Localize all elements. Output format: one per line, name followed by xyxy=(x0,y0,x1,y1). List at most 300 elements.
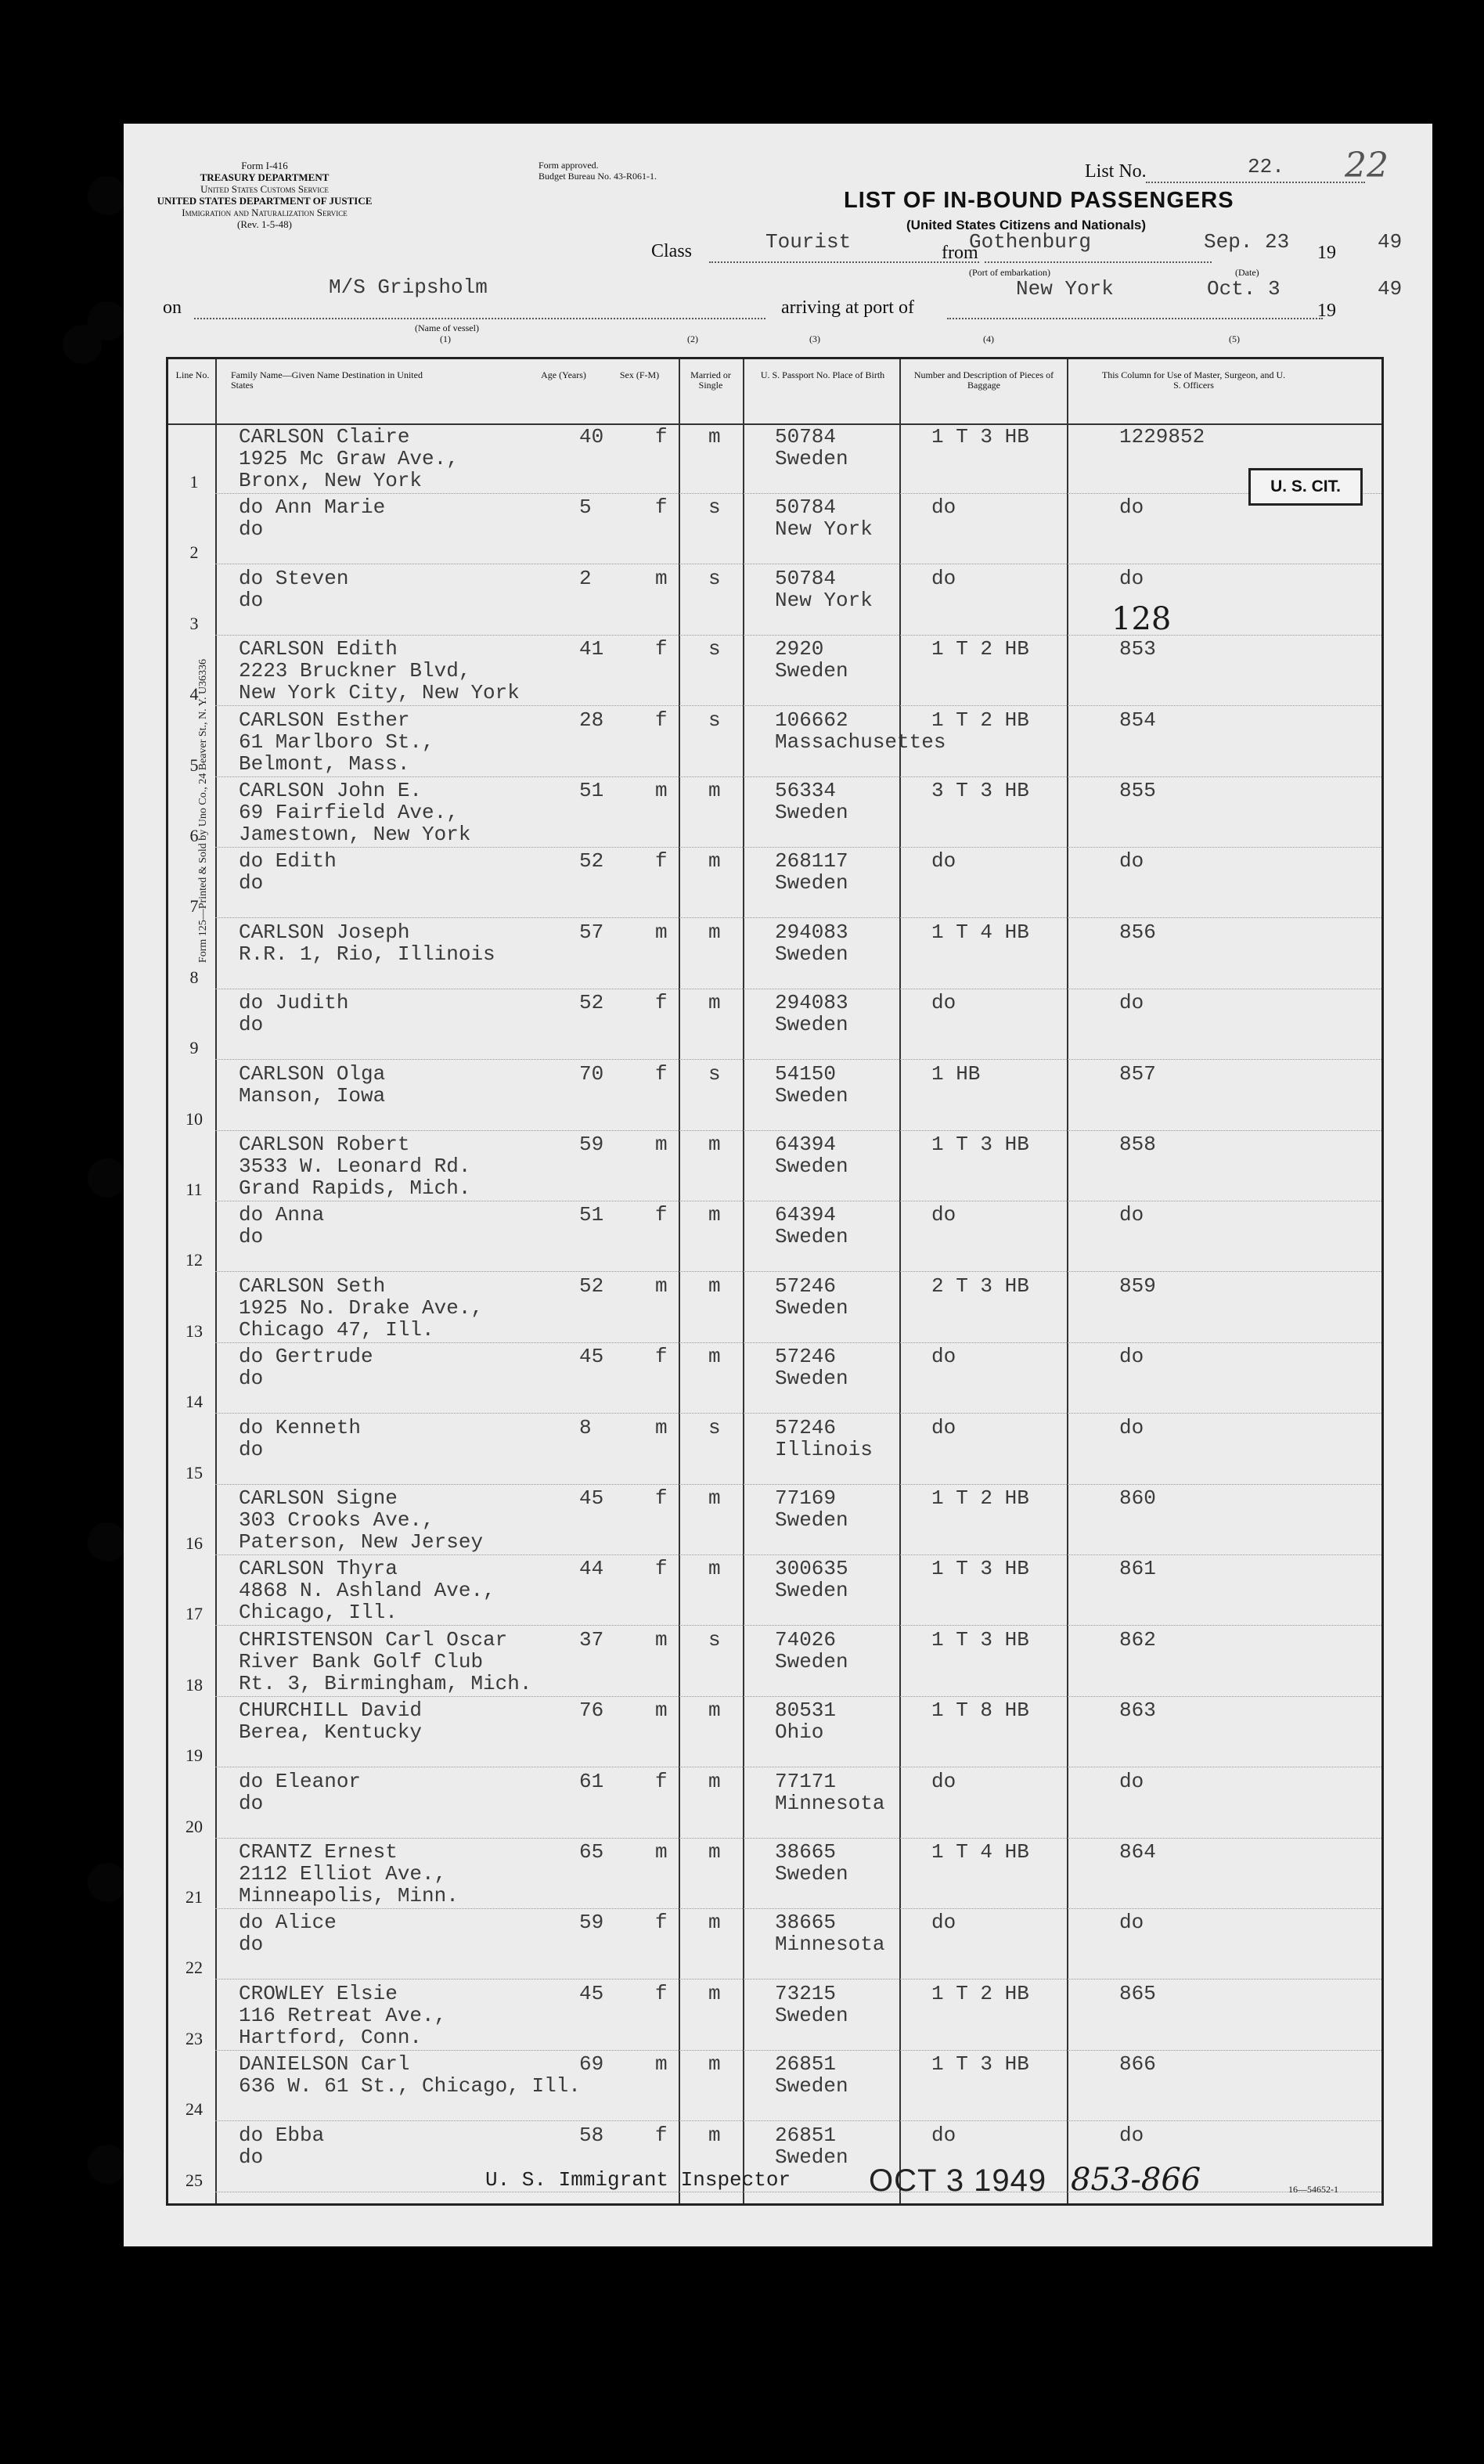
destination-line-1: 1925 No. Drake Ave., xyxy=(239,1295,484,1320)
passenger-name: CARLSON Joseph xyxy=(239,920,410,944)
married-value: m xyxy=(708,920,721,944)
arrival-port: New York xyxy=(1016,277,1114,301)
table-row xyxy=(168,989,1381,1060)
baggage-value: do xyxy=(931,849,956,874)
line-number: 1 xyxy=(189,472,199,492)
place-of-birth: Illinois xyxy=(775,1437,873,1461)
passenger-name: CARLSON John E. xyxy=(239,779,423,802)
destination-line-1: 116 Retreat Ave., xyxy=(239,2003,447,2027)
justice-dept: UNITED STATES DEPARTMENT OF JUSTICE xyxy=(157,195,373,207)
officer-number: 865 xyxy=(1119,1981,1156,2005)
destination-line-1: do xyxy=(239,871,264,895)
place-of-birth: New York xyxy=(775,588,873,612)
destination-line-1: 303 Crooks Ave., xyxy=(239,1508,434,1532)
passport-number: 2920 xyxy=(775,637,824,661)
sex-value: f xyxy=(655,2123,668,2147)
from-line xyxy=(985,261,1212,263)
page-subtitle: (United States Citizens and Nationals) xyxy=(906,218,1147,232)
passenger-name: CARLSON Seth xyxy=(239,1273,386,1298)
line-number: 15 xyxy=(186,1462,203,1482)
depart-year: 49 xyxy=(1378,230,1403,254)
passenger-name: CARLSON Olga xyxy=(239,1061,386,1086)
officer-number: 862 xyxy=(1119,1627,1156,1652)
officer-number: do xyxy=(1119,849,1144,874)
punch-hole xyxy=(88,1158,127,1198)
passenger-name: do Steven xyxy=(239,566,349,590)
officer-number: 854 xyxy=(1119,708,1156,732)
line-number: 12 xyxy=(186,1250,203,1270)
col-num-3: (3) xyxy=(809,333,820,344)
col-header-age: Age (Years) xyxy=(541,369,586,380)
officer-number: 855 xyxy=(1119,779,1156,802)
sex-value: f xyxy=(655,1203,668,1227)
treasury-dept: TREASURY DEPARTMENT xyxy=(200,171,330,183)
line-number: 8 xyxy=(189,967,199,987)
married-value: s xyxy=(708,637,721,661)
age-value: 70 xyxy=(579,1061,604,1086)
col-num-1: (1) xyxy=(440,333,451,344)
passenger-table xyxy=(166,357,1384,2206)
passport-number: 74026 xyxy=(775,1627,837,1652)
place-of-birth: Sweden xyxy=(775,871,848,895)
destination-line-1: 69 Fairfield Ave., xyxy=(239,801,459,824)
col-num-4: (4) xyxy=(983,333,994,344)
baggage-value: do xyxy=(931,566,956,590)
baggage-value: do xyxy=(931,1345,956,1369)
married-value: m xyxy=(708,425,721,448)
age-value: 65 xyxy=(579,1840,604,1864)
passport-number: 26851 xyxy=(775,2052,837,2077)
passenger-name: CARLSON Signe xyxy=(239,1486,398,1510)
table-row xyxy=(168,1485,1381,1555)
baggage-value: 1 T 2 HB xyxy=(931,637,1029,661)
place-of-birth: Sweden xyxy=(775,801,848,824)
place-of-birth: Minnesota xyxy=(775,1791,885,1815)
line-number: 6 xyxy=(189,826,199,845)
on-label: on xyxy=(163,297,182,318)
date-caption: (Date) xyxy=(1235,267,1259,278)
col-num-2: (2) xyxy=(687,333,698,344)
sex-value: m xyxy=(655,1415,668,1439)
class-line xyxy=(709,261,979,263)
married-value: m xyxy=(708,1769,721,1793)
officer-number: 1229852 xyxy=(1119,425,1205,448)
age-value: 59 xyxy=(579,1911,604,1935)
married-value: m xyxy=(708,1345,721,1369)
depart-date: Sep. 23 xyxy=(1204,230,1290,254)
passenger-name: do Alice xyxy=(239,1911,337,1935)
baggage-value: 1 T 3 HB xyxy=(931,2052,1029,2077)
destination-line-2: Hartford, Conn. xyxy=(239,2025,423,2049)
officer-number: do xyxy=(1119,1415,1144,1439)
destination-line-1: 636 W. 61 St., Chicago, Ill. xyxy=(239,2074,581,2098)
officer-number: do xyxy=(1119,566,1144,590)
officer-number: do xyxy=(1119,495,1144,520)
passenger-name: do Eleanor xyxy=(239,1769,362,1793)
passport-number: 57246 xyxy=(775,1345,837,1369)
baggage-value: 1 T 3 HB xyxy=(931,425,1029,448)
place-of-birth: Sweden xyxy=(775,1649,848,1673)
sex-value: m xyxy=(655,779,668,802)
place-of-birth: Sweden xyxy=(775,1295,848,1320)
baggage-value: 3 T 3 HB xyxy=(931,779,1029,802)
place-of-birth: Sweden xyxy=(775,942,848,966)
line-number: 4 xyxy=(189,684,199,704)
passenger-name: CROWLEY Elsie xyxy=(239,1981,398,2005)
passenger-name: CARLSON Esther xyxy=(239,708,410,732)
sex-value: f xyxy=(655,991,668,1015)
list-no-value: 22. xyxy=(1248,155,1284,178)
officer-number: do xyxy=(1119,2123,1144,2147)
passenger-name: CHRISTENSON Carl Oscar xyxy=(239,1627,508,1652)
destination-line-2: Minneapolis, Minn. xyxy=(239,1884,459,1907)
place-of-birth: Sweden xyxy=(775,1367,848,1391)
destination-line-2: New York City, New York xyxy=(239,681,520,705)
line-number: 11 xyxy=(186,1180,203,1199)
passenger-name: do Ann Marie xyxy=(239,495,386,520)
age-value: 40 xyxy=(579,425,604,448)
destination-line-1: Manson, Iowa xyxy=(239,1083,386,1108)
passport-number: 64394 xyxy=(775,1203,837,1227)
passport-number: 57246 xyxy=(775,1273,837,1298)
passport-number: 73215 xyxy=(775,1981,837,2005)
officer-number: 863 xyxy=(1119,1699,1156,1723)
sex-value: f xyxy=(655,1486,668,1510)
line-number: 2 xyxy=(189,542,199,563)
passport-number: 294083 xyxy=(775,920,848,944)
baggage-value: 1 T 2 HB xyxy=(931,1981,1029,2005)
destination-line-1: do xyxy=(239,1013,264,1037)
destination-line-2: Chicago, Ill. xyxy=(239,1601,398,1625)
age-value: 2 xyxy=(579,566,592,590)
officer-number: 864 xyxy=(1119,1840,1156,1864)
married-value: m xyxy=(708,1133,721,1156)
from-label: from xyxy=(942,243,978,263)
table-row xyxy=(168,1131,1381,1201)
officer-number: do xyxy=(1119,991,1144,1015)
table-row xyxy=(168,1201,1381,1272)
destination-line-1: 1925 Mc Graw Ave., xyxy=(239,447,459,470)
officer-number: do xyxy=(1119,1345,1144,1369)
passenger-name: CRANTZ Ernest xyxy=(239,1840,398,1864)
arrival-date: Oct. 3 xyxy=(1207,277,1280,301)
baggage-value: do xyxy=(931,495,956,520)
from-value: Gothenburg xyxy=(969,230,1092,254)
sex-value: m xyxy=(655,1133,668,1156)
age-value: 52 xyxy=(579,991,604,1015)
passport-number: 80531 xyxy=(775,1699,837,1723)
passport-number: 56334 xyxy=(775,779,837,802)
table-row xyxy=(168,1061,1381,1131)
destination-line-1: do xyxy=(239,588,264,612)
married-value: m xyxy=(708,1203,721,1227)
vessel-name: M/S Gripsholm xyxy=(329,276,488,299)
table-row xyxy=(168,1839,1381,1909)
handwritten-128: 128 xyxy=(1111,601,1172,637)
married-value: s xyxy=(708,708,721,732)
manifest-page xyxy=(124,124,1432,2246)
baggage-value: do xyxy=(931,1911,956,1935)
form-header-left xyxy=(155,160,374,230)
sex-value: m xyxy=(655,2052,668,2077)
baggage-value: do xyxy=(931,1203,956,1227)
sex-value: m xyxy=(655,566,668,590)
line-number: 16 xyxy=(186,1533,203,1553)
passenger-name: CHURCHILL David xyxy=(239,1699,423,1723)
line-number: 21 xyxy=(186,1887,203,1907)
place-of-birth: Sweden xyxy=(775,659,848,683)
age-value: 45 xyxy=(579,1981,604,2005)
age-value: 52 xyxy=(579,1273,604,1298)
sex-value: m xyxy=(655,1840,668,1864)
line-number: 19 xyxy=(186,1745,203,1766)
vessel-line xyxy=(194,318,765,319)
place-of-birth: Sweden xyxy=(775,2003,848,2027)
passenger-name: do Judith xyxy=(239,991,349,1015)
passport-number: 268117 xyxy=(775,849,848,874)
class-label: Class xyxy=(651,241,693,261)
sex-value: f xyxy=(655,1345,668,1369)
punch-hole xyxy=(88,1863,127,1902)
age-value: 76 xyxy=(579,1699,604,1723)
table-row xyxy=(168,848,1381,918)
passport-number: 38665 xyxy=(775,1911,837,1935)
table-row xyxy=(168,636,1381,706)
passenger-name: do Edith xyxy=(239,849,337,874)
table-row xyxy=(168,2051,1381,2121)
destination-line-2: Chicago 47, Ill. xyxy=(239,1317,434,1342)
table-row xyxy=(168,565,1381,636)
sex-value: f xyxy=(655,1769,668,1793)
married-value: m xyxy=(708,1911,721,1935)
passport-number: 50784 xyxy=(775,495,837,520)
line-number: 24 xyxy=(186,2099,203,2120)
baggage-value: 1 T 4 HB xyxy=(931,1840,1029,1864)
officer-number: 859 xyxy=(1119,1273,1156,1298)
destination-line-2: Grand Rapids, Mich. xyxy=(239,1176,471,1200)
line-number: 3 xyxy=(189,613,199,633)
sex-value: m xyxy=(655,1273,668,1298)
table-row xyxy=(168,919,1381,989)
place-of-birth: Sweden xyxy=(775,1083,848,1108)
col-header-officers: This Column for Use of Master, Surgeon, and U. S. Officers xyxy=(1101,369,1286,391)
place-of-birth: Sweden xyxy=(775,1579,848,1603)
baggage-value: do xyxy=(931,1769,956,1793)
arrival-year-prefix: 19 xyxy=(1317,301,1336,321)
line-number: 10 xyxy=(186,1108,203,1129)
col-header-name: Family Name—Given Name Destination in United States xyxy=(231,369,423,391)
sex-value: m xyxy=(655,1627,668,1652)
baggage-value: do xyxy=(931,2123,956,2147)
table-row xyxy=(168,1273,1381,1343)
destination-line-1: do xyxy=(239,2145,264,2169)
form-code: 16—54652-1 xyxy=(1288,2184,1338,2195)
line-number: 23 xyxy=(186,2028,203,2048)
col-header-baggage: Number and Description of Pieces of Baggage xyxy=(913,369,1054,391)
age-value: 45 xyxy=(579,1345,604,1369)
place-of-birth: Sweden xyxy=(775,1862,848,1886)
punch-hole xyxy=(88,2145,127,2184)
sex-value: f xyxy=(655,1557,668,1581)
baggage-value: 1 T 8 HB xyxy=(931,1699,1029,1723)
age-value: 44 xyxy=(579,1557,604,1581)
destination-line-1: do xyxy=(239,1933,264,1957)
arriving-label: arriving at port of xyxy=(781,297,914,318)
age-value: 57 xyxy=(579,920,604,944)
place-of-birth: Sweden xyxy=(775,1013,848,1037)
inspector-line: U. S. Immigrant Inspector xyxy=(485,2168,791,2192)
table-row xyxy=(168,707,1381,777)
destination-line-1: River Bank Golf Club xyxy=(239,1649,484,1673)
married-value: s xyxy=(708,566,721,590)
line-number: 13 xyxy=(186,1320,203,1341)
destination-line-1: do xyxy=(239,517,264,542)
place-of-birth: Sweden xyxy=(775,2145,848,2169)
place-of-birth: Sweden xyxy=(775,1508,848,1532)
passport-number: 77171 xyxy=(775,1769,837,1793)
age-value: 8 xyxy=(579,1415,592,1439)
table-row xyxy=(168,423,1381,494)
table-row xyxy=(168,1555,1381,1626)
place-of-birth: New York xyxy=(775,517,873,542)
place-of-birth: Massachusettes xyxy=(775,729,946,754)
passenger-name: DANIELSON Carl xyxy=(239,2052,410,2077)
destination-line-1: Berea, Kentucky xyxy=(239,1720,423,1745)
col-header-married: Married or Single xyxy=(690,369,731,391)
table-row xyxy=(168,1414,1381,1485)
baggage-value: 2 T 3 HB xyxy=(931,1273,1029,1298)
line-number: 7 xyxy=(189,896,199,917)
destination-line-1: 3533 W. Leonard Rd. xyxy=(239,1155,471,1178)
sex-value: f xyxy=(655,637,668,661)
place-of-birth: Sweden xyxy=(775,1225,848,1249)
officer-number: do xyxy=(1119,1911,1144,1935)
sex-value: f xyxy=(655,708,668,732)
table-row xyxy=(168,494,1381,564)
married-value: m xyxy=(708,1699,721,1723)
punch-hole xyxy=(88,1522,127,1562)
sex-value: f xyxy=(655,1061,668,1086)
destination-line-1: 61 Marlboro St., xyxy=(239,729,434,754)
sex-value: m xyxy=(655,1699,668,1723)
port-caption: (Port of embarkation) xyxy=(969,267,1050,278)
line-number: 17 xyxy=(186,1604,203,1624)
married-value: s xyxy=(708,1627,721,1652)
table-row xyxy=(168,1697,1381,1767)
col-num-5: (5) xyxy=(1229,333,1240,344)
age-value: 58 xyxy=(579,2123,604,2147)
form-approved xyxy=(538,160,657,182)
baggage-value: 1 T 3 HB xyxy=(931,1557,1029,1581)
date-stamp: OCT 3 1949 xyxy=(869,2163,1047,2198)
passport-number: 54150 xyxy=(775,1061,837,1086)
married-value: m xyxy=(708,2052,721,2077)
place-of-birth: Sweden xyxy=(775,2074,848,2098)
line-number: 14 xyxy=(186,1392,203,1412)
passenger-name: CARLSON Thyra xyxy=(239,1557,398,1581)
baggage-value: do xyxy=(931,991,956,1015)
married-value: m xyxy=(708,1486,721,1510)
baggage-value: do xyxy=(931,1415,956,1439)
married-value: s xyxy=(708,1415,721,1439)
married-value: m xyxy=(708,1840,721,1864)
age-value: 69 xyxy=(579,2052,604,2077)
table-row xyxy=(168,1909,1381,1979)
place-of-birth: Minnesota xyxy=(775,1933,885,1957)
budget-text: Budget Bureau No. 43-R061-1. xyxy=(538,171,657,182)
col-header-passport: U. S. Passport No. Place of Birth xyxy=(760,369,885,380)
line-number: 25 xyxy=(186,2170,203,2190)
baggage-value: 1 T 2 HB xyxy=(931,708,1029,732)
handwritten-range: 853-866 xyxy=(1071,2162,1201,2198)
baggage-value: 1 T 4 HB xyxy=(931,920,1029,944)
sex-value: f xyxy=(655,1981,668,2005)
baggage-value: 1 T 3 HB xyxy=(931,1627,1029,1652)
list-no-line xyxy=(1146,182,1365,183)
baggage-value: 1 T 3 HB xyxy=(931,1133,1029,1156)
passport-number: 64394 xyxy=(775,1133,837,1156)
table-row xyxy=(168,1343,1381,1414)
destination-line-2: Paterson, New Jersey xyxy=(239,1530,484,1554)
destination-line-2: Jamestown, New York xyxy=(239,823,471,846)
baggage-value: 1 HB xyxy=(931,1061,981,1086)
officer-number: 857 xyxy=(1119,1061,1156,1086)
table-header xyxy=(168,359,1381,425)
destination-line-2: Belmont, Mass. xyxy=(239,751,410,776)
married-value: m xyxy=(708,849,721,874)
passenger-name: CARLSON Edith xyxy=(239,637,398,661)
sex-value: m xyxy=(655,920,668,944)
age-value: 61 xyxy=(579,1769,604,1793)
passport-number: 300635 xyxy=(775,1557,848,1581)
line-number: 18 xyxy=(186,1674,203,1695)
depart-year-prefix: 19 xyxy=(1317,243,1336,263)
ins-service: Immigration and Naturalization Service xyxy=(182,207,348,218)
passport-number: 50784 xyxy=(775,425,837,448)
line-number: 9 xyxy=(189,1038,199,1058)
us-citizen-stamp: U. S. CIT. xyxy=(1248,468,1363,506)
table-row xyxy=(168,1980,1381,2051)
punch-hole xyxy=(88,176,127,215)
sex-value: f xyxy=(655,1911,668,1935)
passenger-name: CARLSON Claire xyxy=(239,425,410,448)
passport-number: 26851 xyxy=(775,2123,837,2147)
punch-hole xyxy=(63,325,102,364)
officer-number: do xyxy=(1119,1203,1144,1227)
printer-credit: Form 125—Printed & Sold by Uno Co., 24 Beaver St., N. Y. U36336 xyxy=(197,658,210,964)
baggage-value: 1 T 2 HB xyxy=(931,1486,1029,1510)
place-of-birth: Sweden xyxy=(775,447,848,470)
married-value: m xyxy=(708,779,721,802)
married-value: m xyxy=(708,1273,721,1298)
passenger-name: do Gertrude xyxy=(239,1345,373,1369)
passenger-name: do Ebba xyxy=(239,2123,325,2147)
passport-number: 38665 xyxy=(775,1840,837,1864)
line-number: 20 xyxy=(186,1816,203,1836)
married-value: m xyxy=(708,1557,721,1581)
officer-number: 860 xyxy=(1119,1486,1156,1510)
table-row xyxy=(168,1768,1381,1839)
destination-line-2: Rt. 3, Birmingham, Mich. xyxy=(239,1671,532,1695)
line-number: 22 xyxy=(186,1958,203,1978)
page-title: LIST OF IN-BOUND PASSENGERS xyxy=(844,188,1234,213)
passenger-name: CARLSON Robert xyxy=(239,1133,410,1156)
destination-line-1: do xyxy=(239,1367,264,1391)
officer-number: 856 xyxy=(1119,920,1156,944)
col-header-line: Line No. xyxy=(175,369,210,380)
married-value: m xyxy=(708,1981,721,2005)
officer-number: 861 xyxy=(1119,1557,1156,1581)
